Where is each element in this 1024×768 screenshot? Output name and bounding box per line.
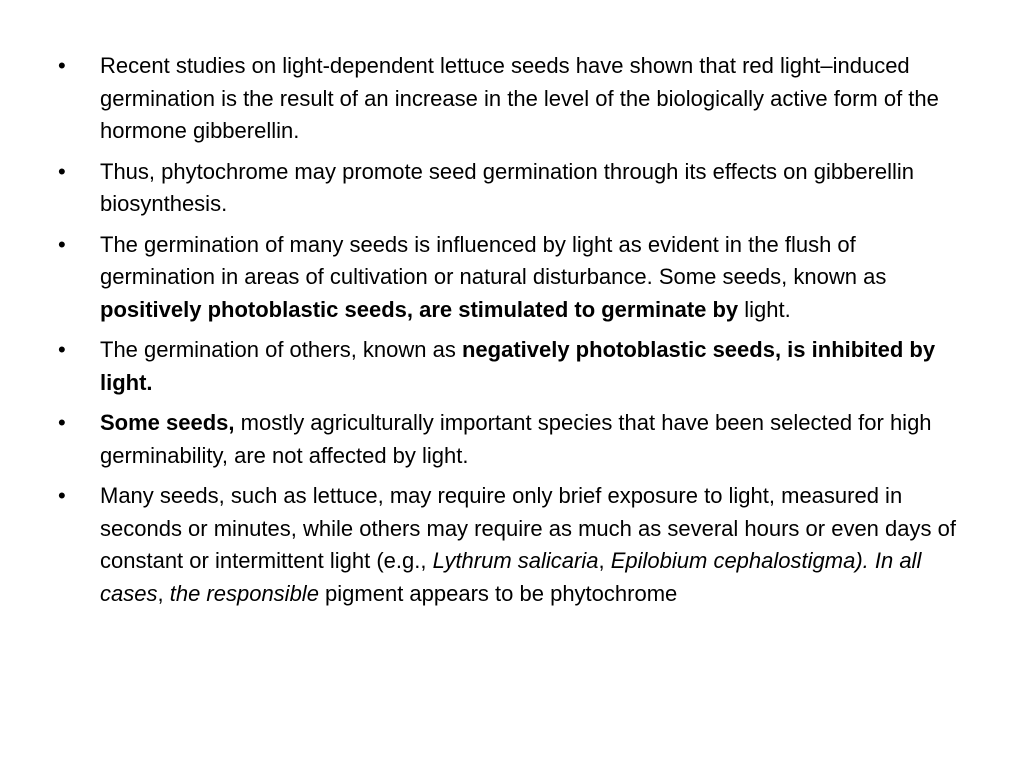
bullet-text xyxy=(100,53,939,143)
bullet-text xyxy=(100,337,935,395)
bullet-dot-icon: • xyxy=(58,158,66,184)
text-run: Thus, phytochrome may promote seed germination through its effects on gibberellin biosynthesis. xyxy=(100,158,915,216)
bullet-text xyxy=(100,159,914,217)
bold-text-run: Some seeds, xyxy=(100,410,235,435)
bullet-dot-icon: • xyxy=(58,231,66,257)
text-run: Recent studies on light-dependent lettuce seeds have shown that red light–induced germination is the result of an increase in the level of the biologically active form of the hormone gibberellin. xyxy=(100,53,939,143)
bullet-list xyxy=(58,50,958,618)
bullet-item xyxy=(58,407,958,472)
italic-text-run: Epilobium cephalostigma). In all cases xyxy=(100,548,922,606)
text-run: Many seeds, such as lettuce, may require only brief exposure to light, measured in seconds or minutes, while others may require as much as several hours or even days of constant or intermittent light (e.g., xyxy=(100,483,956,573)
bullet-text xyxy=(100,483,956,606)
bullet-item xyxy=(58,480,958,610)
bullet-dot-icon: • xyxy=(58,410,66,435)
bold-text-run: positively photoblastic seeds, are stimulated to germinate by xyxy=(100,296,739,322)
text-run: The germination of many seeds is influenced by light as evident in the flush of germination in areas of cultivation or natural disturbance. Some seeds, known as xyxy=(100,231,887,289)
bullet-item xyxy=(58,229,958,327)
bullet-dot-icon: • xyxy=(58,53,66,78)
text-run: , xyxy=(598,548,611,573)
bold-text-run: negatively photoblastic seeds, is inhibited by light. xyxy=(100,337,936,395)
text-run: The germination of others, known as xyxy=(100,337,462,362)
text-run: , xyxy=(157,580,170,606)
text-run: light. xyxy=(738,296,791,322)
bullet-text xyxy=(100,410,932,468)
italic-text-run: Lythrum salicaria xyxy=(432,548,599,573)
bullet-dot-icon: • xyxy=(58,337,66,362)
bullet-dot-icon: • xyxy=(58,483,66,508)
italic-text-run: the responsible xyxy=(169,580,319,606)
bullet-text xyxy=(100,232,886,322)
text-run: pigment appears to be phytochrome xyxy=(318,580,678,606)
text-run: mostly agriculturally important species that have been selected for high germinability, are not affected by light. xyxy=(100,410,932,468)
bullet-item xyxy=(58,156,958,221)
bullet-item xyxy=(58,334,958,399)
bullet-item xyxy=(58,50,958,148)
